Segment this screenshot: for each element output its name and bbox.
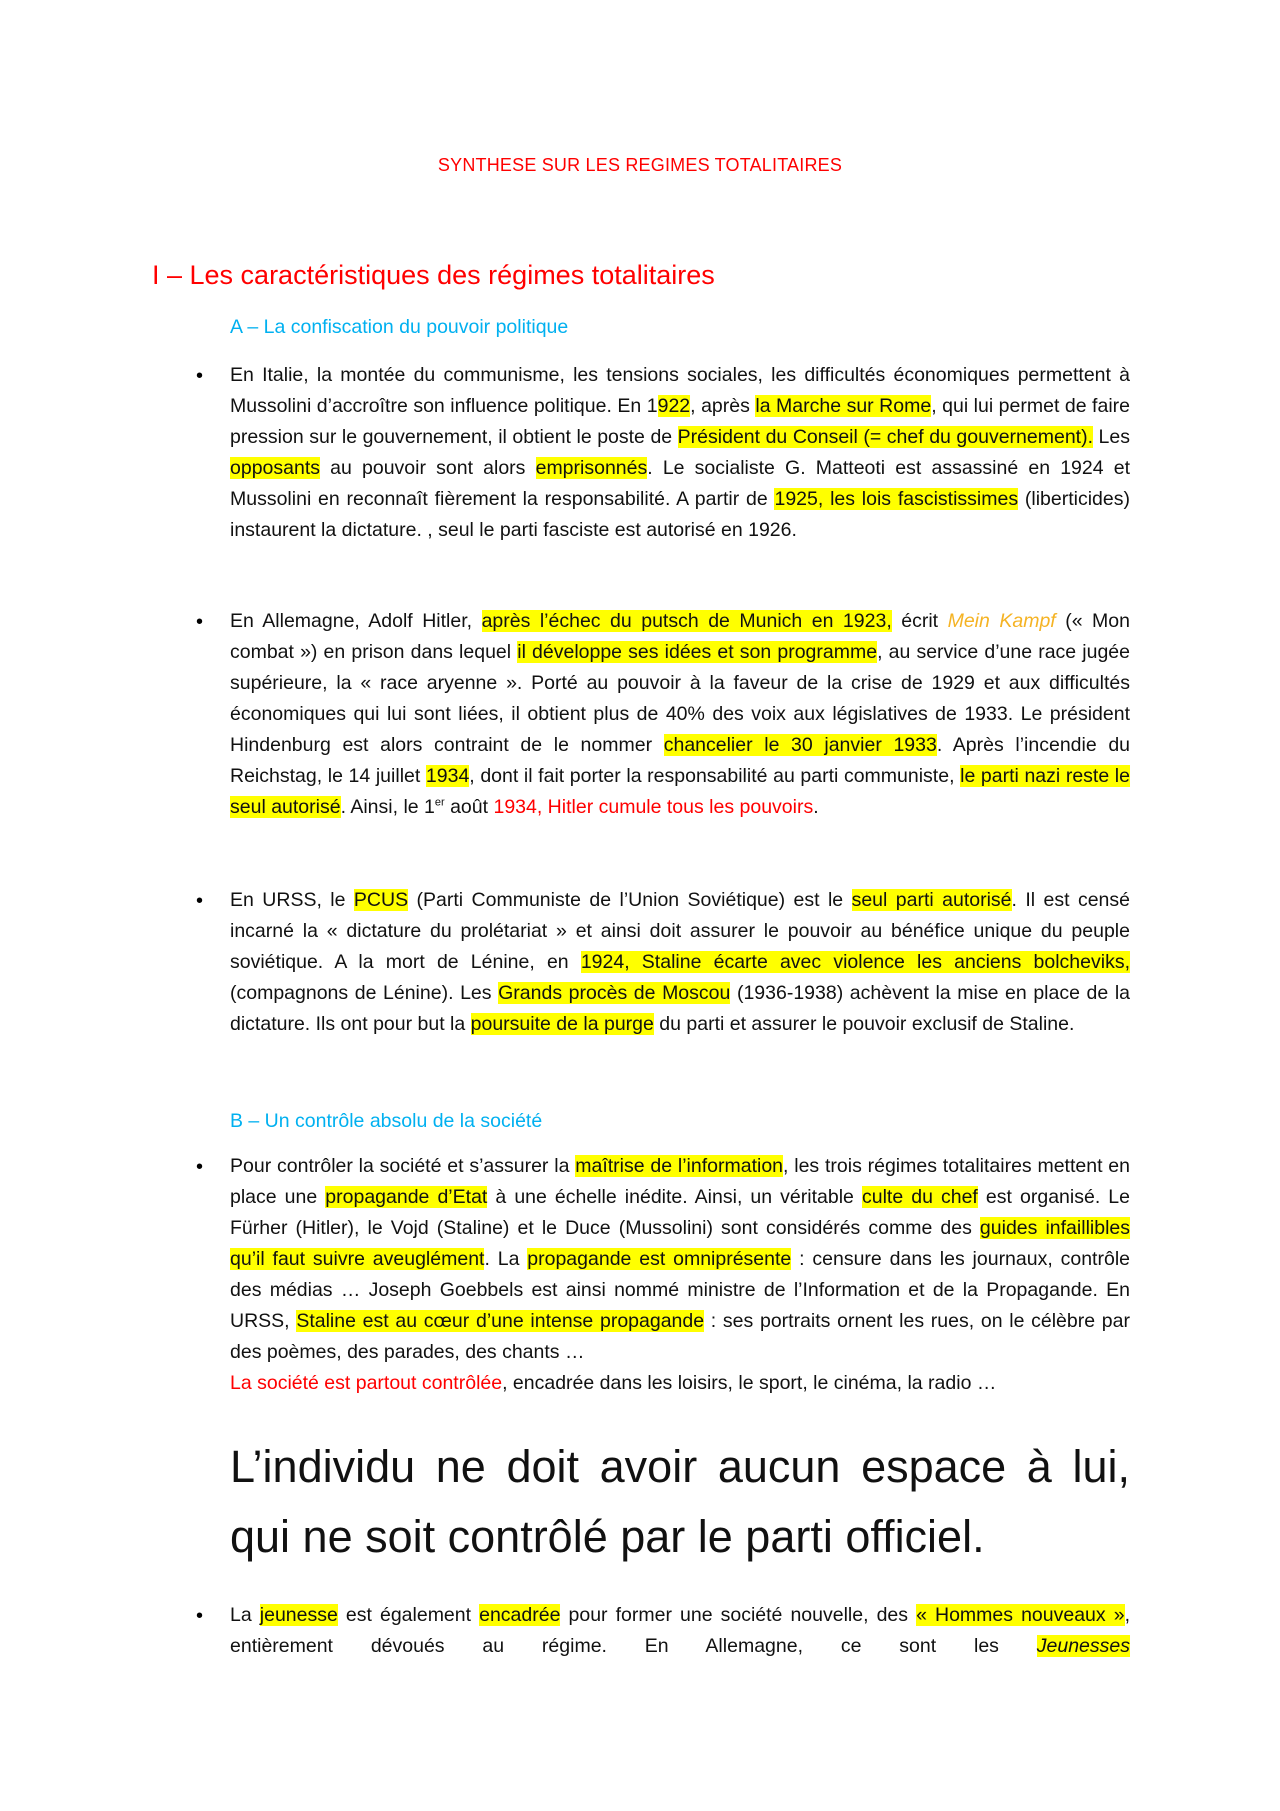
section-heading-1: I – Les caractéristiques des régimes totalitaires [152, 260, 715, 290]
document-title: SYNTHESE SUR LES REGIMES TOTALITAIRES [437, 155, 843, 175]
paragraph-controle-societe: Pour contrôler la société et s’assurer la maîtrise de l’information, les trois régimes totalitaires mettent en place une propagande d’Etat à une échelle inédite. Ainsi, un véritable culte du chef est organisé. Le Fürher (Hitler), le Vojd (Staline) et le Duce (Mussolini) sont considérés comme des guides infaillibles qu’il faut suivre aveuglément. La propagande est omniprésente : censure dans les journaux, contrôle des médias … Joseph Goebbels est ainsi nommé ministre de l’Information et de la Propagande. En URSS, Staline est au cœur d’une intense propagande : ses portraits ornent les rues, on le célèbre par des poèmes, des parades, des chants … La société est partout contrôlée, encadrée dans les loisirs, le sport, le cinéma, la radio … [230, 1155, 1131, 1394]
paragraph-urss: En URSS, le PCUS (Parti Communiste de l’Union Soviétique) est le seul parti autorisé. Il est censé incarné la « dictature du prolétariat » et ainsi doit assurer le pouvoir au bénéfice unique du peuple soviétique. A la mort de Lénine, en 1924, Staline écarte avec violence les anciens bolcheviks, (compagnons de Lénine). Les Grands procès de Moscou (1936-1938) achèvent la mise en place de la dictature. Ils ont pour but la poursuite de la purge du parti et assurer le pouvoir exclusif de Staline. [230, 889, 1131, 1035]
subheading-a: A – La confiscation du pouvoir politique [230, 316, 569, 338]
bullet-icon: • [196, 890, 204, 912]
bullet-icon: • [196, 1605, 204, 1627]
subheading-b: B – Un contrôle absolu de la société [230, 1110, 543, 1132]
paragraph-allemagne: En Allemagne, Adolf Hitler, après l’échec du putsch de Munich en 1923, écrit Mein Kampf (« Mon combat ») en prison dans lequel il développe ses idées et son programme, au service d’une race jugée supérieure, la « race aryenne ». Porté au pouvoir à la faveur de la crise de 1929 et aux difficultés économiques qui lui sont liées, il obtient plus de 40% des voix aux législatives de 1933. Le président Hindenburg est alors contraint de le nommer chancelier le 30 janvier 1933. Après l’incendie du Reichstag, le 14 juillet 1934, dont il fait porter la responsabilité au parti communiste, le parti nazi reste le seul autorisé. Ainsi, le 1er août 1934, Hitler cumule tous les pouvoirs. [230, 610, 1131, 818]
paragraph-italie: En Italie, la montée du communisme, les tensions sociales, les difficultés économiques permettent à Mussolini d’accroître son influence politique. En 1922, après la Marche sur Rome, qui lui permet de faire pression sur le gouvernement, il obtient le poste de Président du Conseil (= chef du gouvernement). Les opposants au pouvoir sont alors emprisonnés. Le socialiste G. Matteoti est assassiné en 1924 et Mussolini en reconnaît fièrement la responsabilité. A partir de 1925, les lois fascistissimes (liberticides) instaurent la dictature. , seul le parti fasciste est autorisé en 1926. [230, 364, 1131, 541]
bullet-icon: • [196, 611, 204, 633]
big-quote: L’individu ne doit avoir aucun espace à lui, qui ne soit contrôlé par le parti officiel. [230, 1441, 1130, 1562]
paragraph-jeunesse: La jeunesse est également encadrée pour former une société nouvelle, des « Hommes nouveaux », entièrement dévoués au régime. En Allemagne, ce sont les Jeunesses [230, 1604, 1130, 1657]
bullet-icon: • [196, 365, 204, 387]
bullet-icon: • [196, 1156, 204, 1178]
